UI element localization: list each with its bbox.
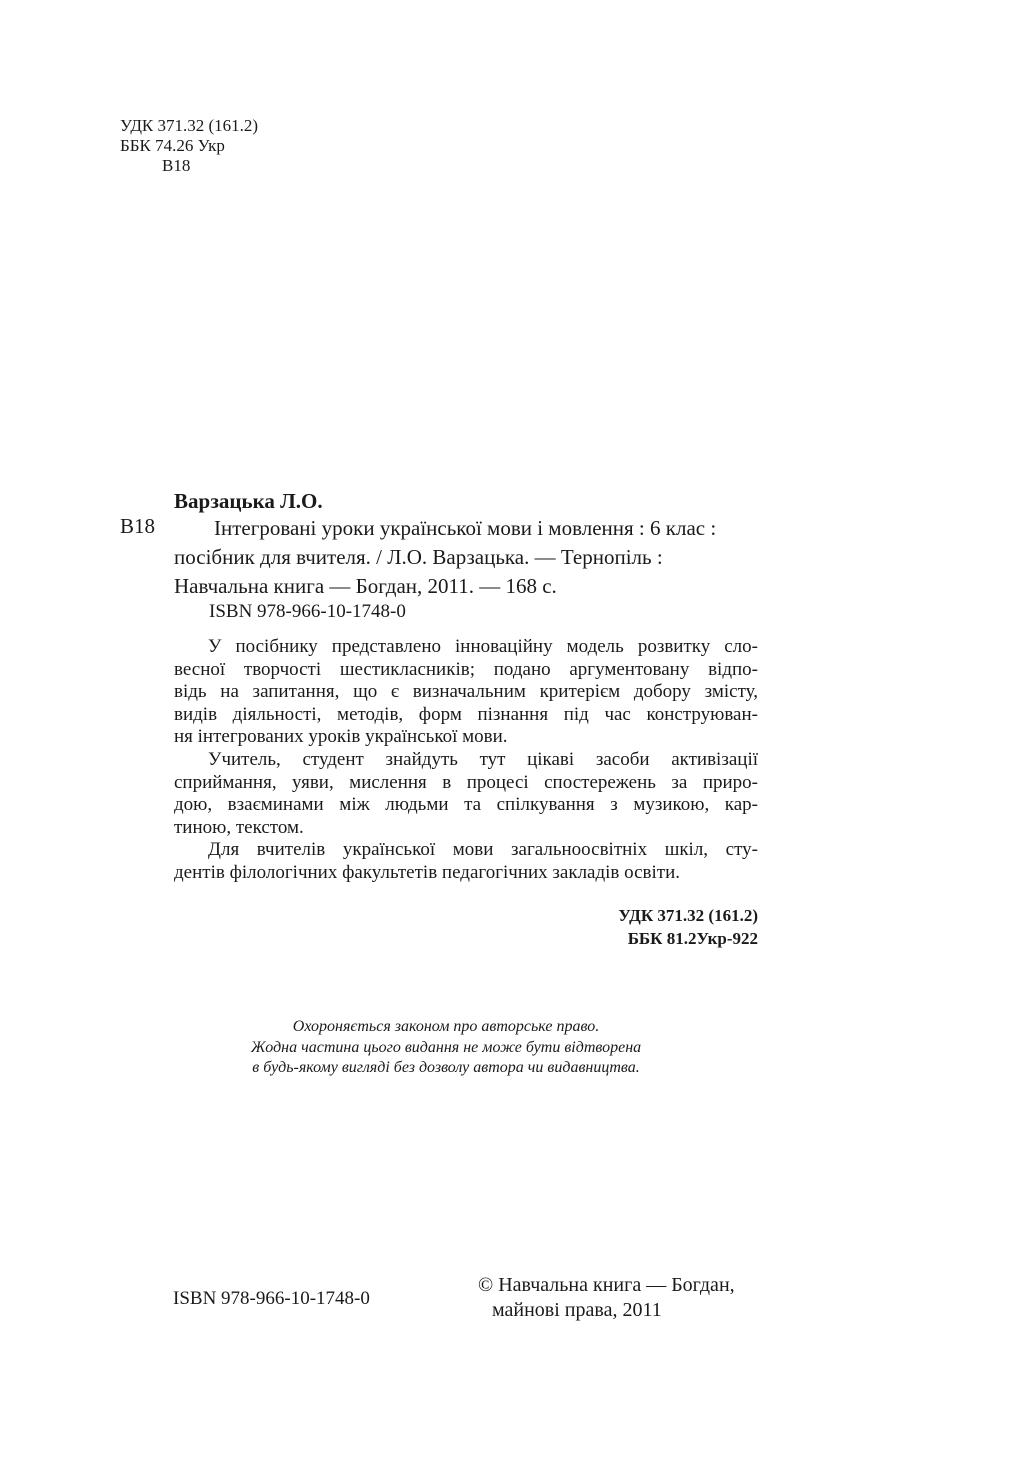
record-author-sign: В18 bbox=[120, 514, 156, 538]
bbk-code: ББК 74.26 Укр bbox=[120, 136, 225, 155]
udk-code-bottom: УДК 371.32 (161.2) bbox=[618, 906, 758, 925]
notice-line: Охороняється законом про авторське право. bbox=[292, 1018, 600, 1035]
bbk-code-bottom: ББК 81.2Укр-922 bbox=[627, 929, 758, 948]
annotation-line: весної творчості шестикласників; подано аргументовану відпо- bbox=[174, 658, 758, 680]
isbn-record: ISBN 978-966-10-1748-0 bbox=[209, 601, 406, 622]
title-line: посібник для вчителя. / Л.О. Варзацька. — Тернопіль : bbox=[174, 545, 663, 569]
copyright-holder bbox=[478, 1273, 735, 1323]
annotation-line: видів діяльності, методів, форм пізнання під час конструюван- bbox=[174, 703, 758, 725]
copyright-notice bbox=[174, 1017, 718, 1079]
notice-line: в будь-якому вигляді без дозволу автора чи видавництва. bbox=[252, 1059, 640, 1076]
notice-line: Жодна частина цього видання не може бути відтворена bbox=[250, 1038, 642, 1056]
bibliographic-description bbox=[174, 514, 772, 601]
classification-block-top bbox=[120, 116, 258, 176]
annotation-line: Для вчителів української мови загальноосвітніх шкіл, сту- bbox=[208, 839, 758, 861]
classification-block-bottom bbox=[618, 904, 758, 950]
title-line: Навчальна книга — Богдан, 2011. — 168 с. bbox=[174, 574, 557, 598]
annotation-line: Учитель, студент знайдуть тут цікаві засоби активізації bbox=[208, 748, 758, 770]
annotation bbox=[174, 636, 758, 885]
udk-code: УДК 371.32 (161.2) bbox=[120, 116, 259, 135]
isbn-footer: ISBN 978-966-10-1748-0 bbox=[173, 1288, 370, 1309]
annotation-line: тиною, текстом. bbox=[174, 816, 304, 838]
annotation-line: ня інтегрованих уроків української мови. bbox=[174, 726, 508, 748]
annotation-line: дою, взаєминами між людьми та спілкування з музикою, кар- bbox=[174, 794, 758, 816]
annotation-line: сприймання, уяви, мислення в процесі спостережень за приро- bbox=[174, 771, 758, 793]
author-sign-code: В18 bbox=[162, 156, 191, 175]
copyright-line: © Навчальна книга — Богдан, bbox=[478, 1274, 735, 1296]
title-line: Інтегровані уроки української мови і мовлення : 6 клас : bbox=[214, 516, 717, 540]
annotation-line: дентів філологічних факультетів педагогічних закладів освіти. bbox=[174, 861, 681, 883]
annotation-line: У посібнику представлено інноваційну модель розвитку сло- bbox=[208, 636, 758, 657]
annotation-line: відь на запитання, що є визначальним критерієм добору змісту, bbox=[174, 681, 758, 703]
author-name: Варзацька Л.О. bbox=[174, 489, 323, 513]
copyright-line: майнові права, 2011 bbox=[492, 1299, 662, 1321]
